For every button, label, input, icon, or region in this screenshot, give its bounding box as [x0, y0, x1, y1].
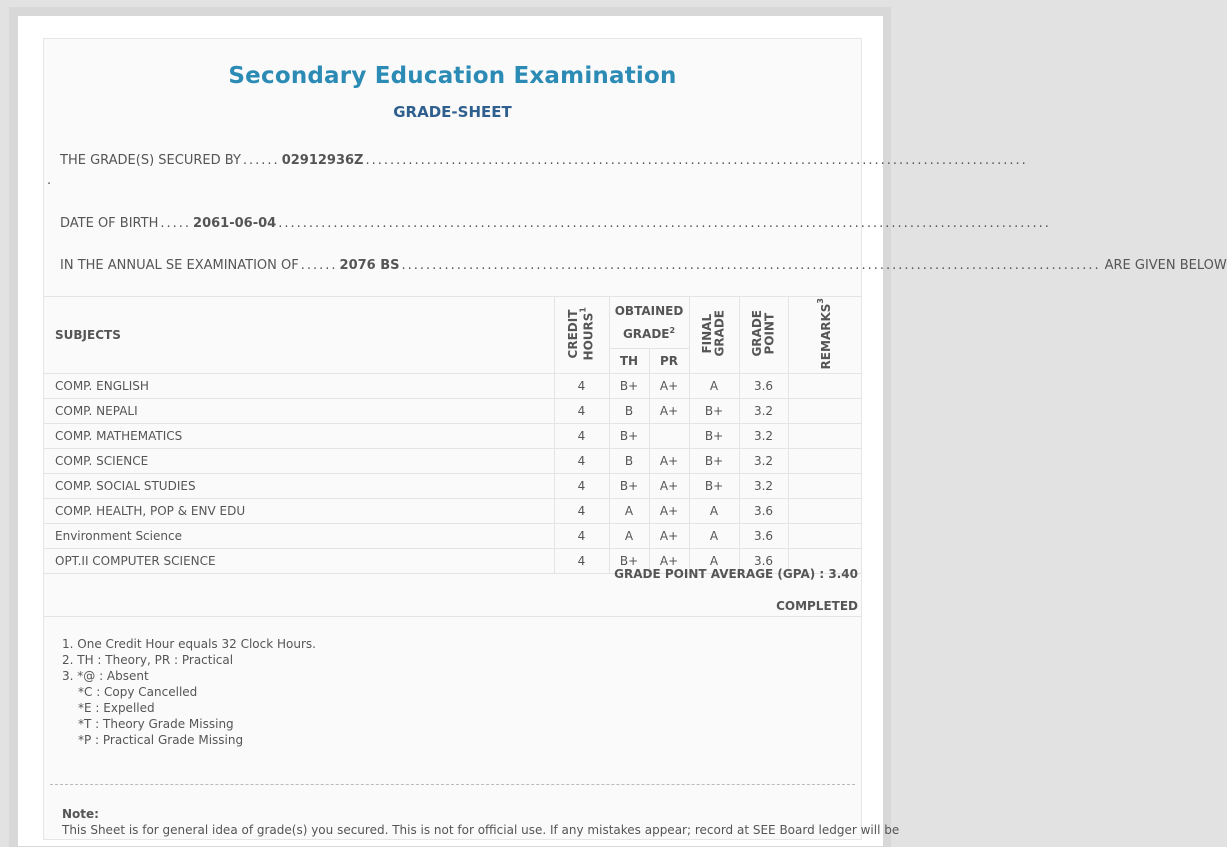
- grades-table: [44, 296, 861, 574]
- note-item: 3. *@ : Absent: [62, 669, 149, 683]
- dob-label: DATE OF BIRTH: [60, 216, 159, 231]
- pr-grade-cell: A+: [649, 449, 689, 474]
- table-row: [44, 374, 861, 399]
- subject-cell: Environment Science: [44, 524, 554, 549]
- remarks-cell: [788, 374, 861, 399]
- remarks-cell: [788, 449, 861, 474]
- credit-hours-cell: 4: [554, 499, 609, 524]
- note-item: 1. One Credit Hour equals 32 Clock Hours.: [62, 637, 316, 651]
- th-grade-cell: B+: [609, 374, 649, 399]
- remarks-cell: [788, 499, 861, 524]
- subject-cell: COMP. MATHEMATICS: [44, 424, 554, 449]
- grade-point-cell: 3.2: [739, 424, 788, 449]
- grade-point-header: GRADE POINT: [739, 297, 788, 374]
- grade-point-cell: 3.6: [739, 549, 788, 574]
- th-grade-cell: B: [609, 449, 649, 474]
- grade-point-cell: 3.6: [739, 524, 788, 549]
- completion-status: COMPLETED: [776, 599, 858, 613]
- final-grade-cell: B+: [689, 449, 739, 474]
- note-text: This Sheet is for general idea of grade(s) you secured. This is not for official use. If any mistakes appear; record at SEE Board ledger will be: [62, 823, 900, 837]
- grade-point-cell: 3.6: [739, 374, 788, 399]
- subjects-header: SUBJECTS: [44, 297, 554, 374]
- subject-cell: COMP. ENGLISH: [44, 374, 554, 399]
- th-grade-cell: A: [609, 524, 649, 549]
- final-grade-cell: A: [689, 499, 739, 524]
- credit-hours-cell: 4: [554, 549, 609, 574]
- table-row: [44, 424, 861, 449]
- remarks-cell: [788, 399, 861, 424]
- final-grade-cell: B+: [689, 474, 739, 499]
- th-grade-cell: A: [609, 499, 649, 524]
- divider: [44, 616, 861, 617]
- note-item: *C : Copy Cancelled: [78, 685, 198, 699]
- obtained-grade-header: OBTAINED GRADE$^2$: [609, 297, 689, 349]
- table-row: [44, 399, 861, 424]
- pr-grade-cell: A+: [649, 399, 689, 424]
- final-grade-cell: B+: [689, 424, 739, 449]
- subject-cell: COMP. NEPALI: [44, 399, 554, 424]
- dashed-divider: [50, 784, 855, 785]
- pr-grade-cell: A+: [649, 524, 689, 549]
- grade-point-cell: 3.6: [739, 499, 788, 524]
- table-row: [44, 449, 861, 474]
- dob-line: DATE OF BIRTH ..... 2061-06-04 ..............................................................................................................................: [60, 216, 1051, 231]
- grade-sheet-subtitle: GRADE-SHEET: [393, 103, 512, 121]
- secured-by-label: THE GRADE(S) SECURED BY: [60, 153, 241, 168]
- credit-hours-cell: 4: [554, 424, 609, 449]
- note-item: *P : Practical Grade Missing: [78, 733, 244, 747]
- remarks-cell: [788, 524, 861, 549]
- note-item: *T : Theory Grade Missing: [78, 717, 234, 731]
- pr-grade-cell: A+: [649, 474, 689, 499]
- credit-hours-cell: 4: [554, 524, 609, 549]
- note-item: 2. TH : Theory, PR : Practical: [62, 653, 234, 667]
- symbol-number: 02912936Z: [281, 153, 364, 168]
- grade-sheet: Secondary Education Examination GRADE-SHEET THE GRADE(S) SECURED BY ...... 02912936Z ............................................................................................................ . DATE OF BIRTH ..... 2061-06-04 .............................................................................................................................. IN THE ANNUAL SE EXAMINATION OF ...... 2076 BS .................................................................................................................. ARE GIVEN BELOW SUBJECTS CREDIT HOURS$^1$ OBTAINED GRADE$^2$ FINAL GRADE GRADE POINT REMARKS$^3$ TH PR COMP. ENGLISH 4 B+ A+ A 3.6 COMP. NEPALI 4 B A+ B+ 3.2 COMP. MATHEMATICS 4 B+ B+ 3.2 COMP. SCIENCE 4 B A+ B+ 3.2 COMP. SOCIAL STUDIES 4 B+ A+ B+ 3.2 COMP. HEALTH, POP & ENV EDU 4 A A+ A 3.6 Environment Science 4 A A+ A 3.6 OPT.II COMPUTER SCIENCE 4 B+ A+ A 3.6 GRADE POINT AVERAGE (GPA) : 3.40 COMPLETED 1. One Credit Hour equals 32 Clock Hours. 2. TH : Theory, PR : Practical 3. *@ : Absent *C : Copy Cancelled *E : Expelled *T : Theory Grade Missing *P : Practical Grade Missing Note: This Sheet is for general idea of grade(s) you secured. This is not for official use. If any mistakes appear; record at SEE Board ledger will be: [43, 38, 862, 840]
- subject-cell: OPT.II COMPUTER SCIENCE: [44, 549, 554, 574]
- credit-hours-cell: 4: [554, 449, 609, 474]
- th-grade-cell: B: [609, 399, 649, 424]
- final-grade-cell: A: [689, 549, 739, 574]
- grade-point-cell: 3.2: [739, 399, 788, 424]
- final-grade-cell: A: [689, 374, 739, 399]
- given-below-label: ARE GIVEN BELOW: [1104, 258, 1227, 273]
- credit-hours-cell: 4: [554, 474, 609, 499]
- th-grade-cell: B+: [609, 474, 649, 499]
- legend-notes: [62, 636, 316, 748]
- remarks-cell: [788, 474, 861, 499]
- exam-label: IN THE ANNUAL SE EXAMINATION OF: [60, 258, 299, 273]
- subject-cell: COMP. SOCIAL STUDIES: [44, 474, 554, 499]
- exam-year: 2076 BS: [339, 258, 400, 273]
- th-grade-cell: B+: [609, 549, 649, 574]
- table-row: [44, 474, 861, 499]
- pr-grade-cell: [649, 424, 689, 449]
- table-row: [44, 524, 861, 549]
- exam-title: Secondary Education Examination: [228, 63, 677, 89]
- subject-cell: COMP. SCIENCE: [44, 449, 554, 474]
- grade-point-cell: 3.2: [739, 474, 788, 499]
- note-item: *E : Expelled: [78, 701, 155, 715]
- th-header: TH: [609, 349, 649, 374]
- pr-grade-cell: A+: [649, 549, 689, 574]
- final-grade-cell: B+: [689, 399, 739, 424]
- final-grade-header: FINAL GRADE: [689, 297, 739, 374]
- note-heading: Note:: [62, 807, 99, 821]
- pr-header: PR: [649, 349, 689, 374]
- exam-line: IN THE ANNUAL SE EXAMINATION OF ...... 2076 BS .................................................................................................................. ARE GIVEN BELOW: [60, 258, 1227, 273]
- gpa-summary: GRADE POINT AVERAGE (GPA) : 3.40: [614, 567, 858, 581]
- pr-grade-cell: A+: [649, 374, 689, 399]
- credit-hours-cell: 4: [554, 399, 609, 424]
- remarks-cell: [788, 424, 861, 449]
- th-grade-cell: B+: [609, 424, 649, 449]
- credit-hours-cell: 4: [554, 374, 609, 399]
- credit-hours-header: CREDIT HOURS$^1$: [554, 297, 609, 374]
- table-row: [44, 499, 861, 524]
- date-of-birth: 2061-06-04: [193, 216, 277, 231]
- final-grade-cell: A: [689, 524, 739, 549]
- pr-grade-cell: A+: [649, 499, 689, 524]
- remarks-header: REMARKS$^3$: [788, 297, 861, 374]
- subject-cell: COMP. HEALTH, POP & ENV EDU: [44, 499, 554, 524]
- secured-by-line: THE GRADE(S) SECURED BY ...... 02912936Z ............................................................................................................: [60, 153, 1028, 168]
- grade-point-cell: 3.2: [739, 449, 788, 474]
